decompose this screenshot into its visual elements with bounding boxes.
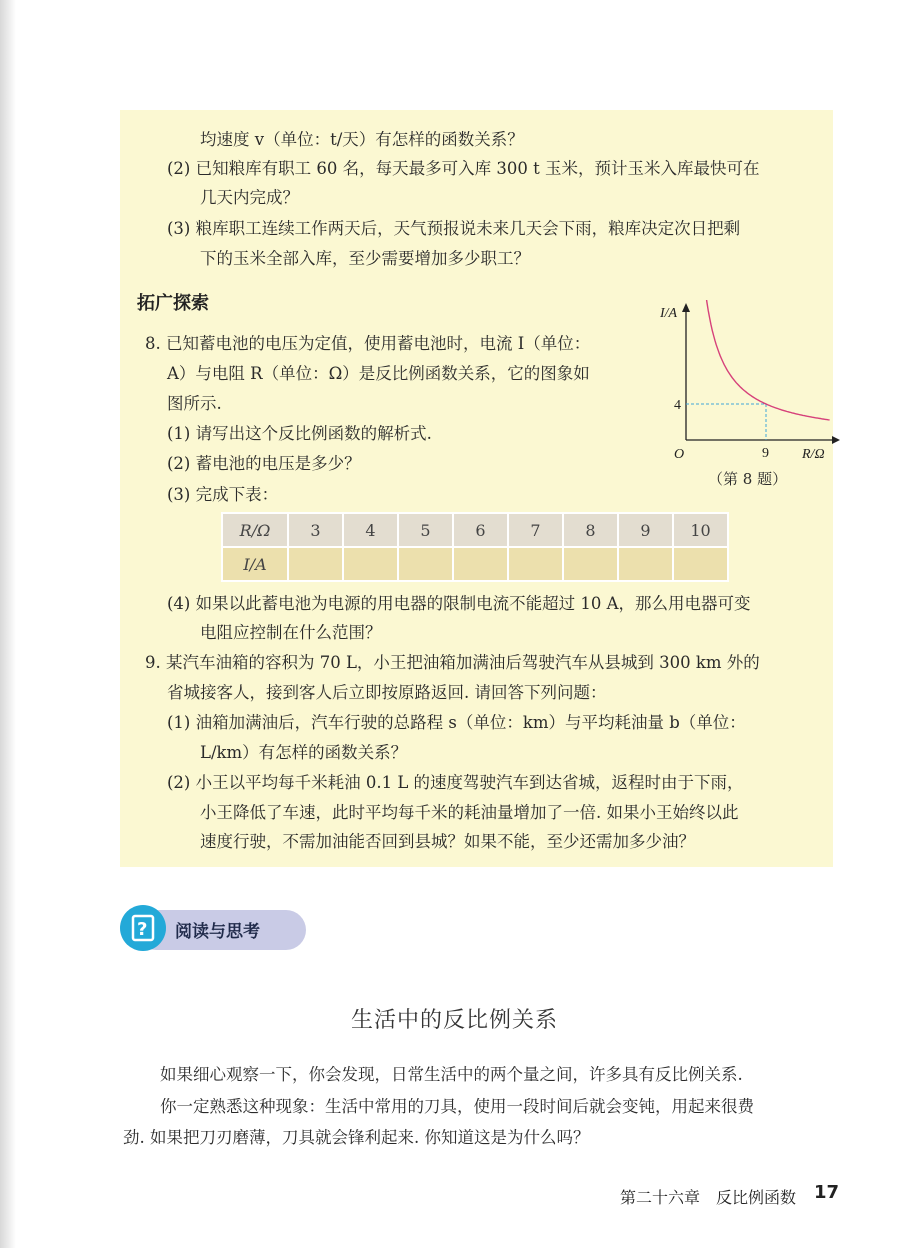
- question-book-icon: [120, 905, 166, 951]
- reading-paragraph-line: 如果细心观察一下，你会发现，日常生活中的两个量之间，许多具有反比例关系.: [160, 1065, 743, 1084]
- figure-caption: （第 8 题）: [708, 470, 788, 488]
- table-cell-r: 10: [673, 513, 728, 547]
- question-9-line: 速度行驶，不需加油能否回到县城？如果不能，至少还需加多少油？: [200, 832, 695, 851]
- table-cell-r: 6: [453, 513, 508, 547]
- question-8-line: (2) 蓄电池的电压是多少？: [167, 454, 361, 473]
- exercise-line: 下的玉米全部入库，至少需要增加多少职工？: [200, 249, 530, 268]
- reading-badge-label: 阅读与思考: [175, 922, 260, 942]
- table-cell-i: [398, 547, 453, 581]
- table-cell-i: [453, 547, 508, 581]
- question-8-line: 电阻应控制在什么范围？: [200, 623, 382, 642]
- y-axis-label: I/A: [660, 306, 678, 321]
- table-cell-i: [343, 547, 398, 581]
- question-9-line: (2) 小王以平均每千米耗油 0.1 L 的速度驾驶汽车到达省城，返程时由于下雨，: [167, 773, 744, 792]
- reading-title: 生活中的反比例关系: [350, 1008, 558, 1033]
- table-cell-i: [288, 547, 343, 581]
- page-number: 17: [814, 1182, 840, 1203]
- reading-paragraph-line: 劲. 如果把刀刃磨薄，刀具就会锋利起来. 你知道这是为什么吗？: [123, 1128, 590, 1147]
- x-tick-label: 9: [762, 446, 769, 461]
- section-title: 拓广探索: [137, 293, 209, 314]
- question-8-line: (1) 请写出这个反比例函数的解析式.: [167, 424, 432, 443]
- svg-text:?: ?: [137, 919, 148, 940]
- question-9-line: 9. 某汽车油箱的容积为 70 L，小王把油箱加满油后驾驶汽车从县城到 300 km 外的: [145, 653, 760, 672]
- table-cell-i: [508, 547, 563, 581]
- exercise-line: 几天内完成？: [200, 188, 299, 207]
- table-cell-i: [563, 547, 618, 581]
- question-9-line: 省城接客人，接到客人后立即按原路返回. 请回答下列问题：: [167, 683, 607, 702]
- question-9-line: 小王降低了车速，此时平均每千米的耗油量增加了一倍. 如果小王始终以此: [200, 803, 739, 822]
- table-cell-r: 7: [508, 513, 563, 547]
- y-tick-label: 4: [674, 398, 681, 413]
- exercise-line: (3) 粮库职工连续工作两天后，天气预报说未来几天会下雨，粮库决定次日把剩: [167, 219, 741, 238]
- question-8-line: 8. 已知蓄电池的电压为定值，使用蓄电池时，电流 I（单位：: [145, 334, 591, 353]
- data-table: [221, 512, 729, 582]
- table-cell-r: 8: [563, 513, 618, 547]
- inverse-function-graph: [660, 300, 840, 475]
- table-cell-r: 3: [288, 513, 343, 547]
- question-8-line: (3) 完成下表：: [167, 485, 279, 504]
- table-header-r: R/Ω: [222, 513, 288, 547]
- question-8-line: A）与电阻 R（单位：Ω）是反比例函数关系，它的图象如: [167, 364, 590, 383]
- page-edge-shadow: [0, 0, 16, 1248]
- table-cell-i: [618, 547, 673, 581]
- y-axis-arrow-icon: [682, 303, 690, 312]
- question-9-line: (1) 油箱加满油后，汽车行驶的总路程 s（单位：km）与平均耗油量 b（单位：: [167, 713, 746, 732]
- exercise-line: (2) 已知粮库有职工 60 名，每天最多可入库 300 t 玉米，预计玉米入库最快可在: [167, 159, 760, 178]
- chapter-footer: 第二十六章 反比例函数: [620, 1188, 797, 1207]
- question-9-line: L/km）有怎样的函数关系？: [200, 743, 408, 762]
- inverse-curve: [703, 300, 830, 420]
- question-8-line: 图所示.: [167, 394, 222, 413]
- table-cell-r: 5: [398, 513, 453, 547]
- x-axis-label: R/Ω: [802, 447, 825, 462]
- exercise-line: 均速度 v（单位：t/天）有怎样的函数关系？: [200, 130, 524, 149]
- origin-label: O: [674, 447, 685, 462]
- table-cell-i: [673, 547, 728, 581]
- question-8-line: (4) 如果以此蓄电池为电源的用电器的限制电流不能超过 10 A，那么用电器可变: [167, 594, 751, 613]
- x-axis-arrow-icon: [832, 436, 840, 444]
- table-cell-r: 4: [343, 513, 398, 547]
- table-cell-r: 9: [618, 513, 673, 547]
- table-header-i: I/A: [222, 547, 288, 581]
- reading-paragraph-line: 你一定熟悉这种现象：生活中常用的刀具，使用一段时间后就会变钝，用起来很费: [160, 1097, 754, 1116]
